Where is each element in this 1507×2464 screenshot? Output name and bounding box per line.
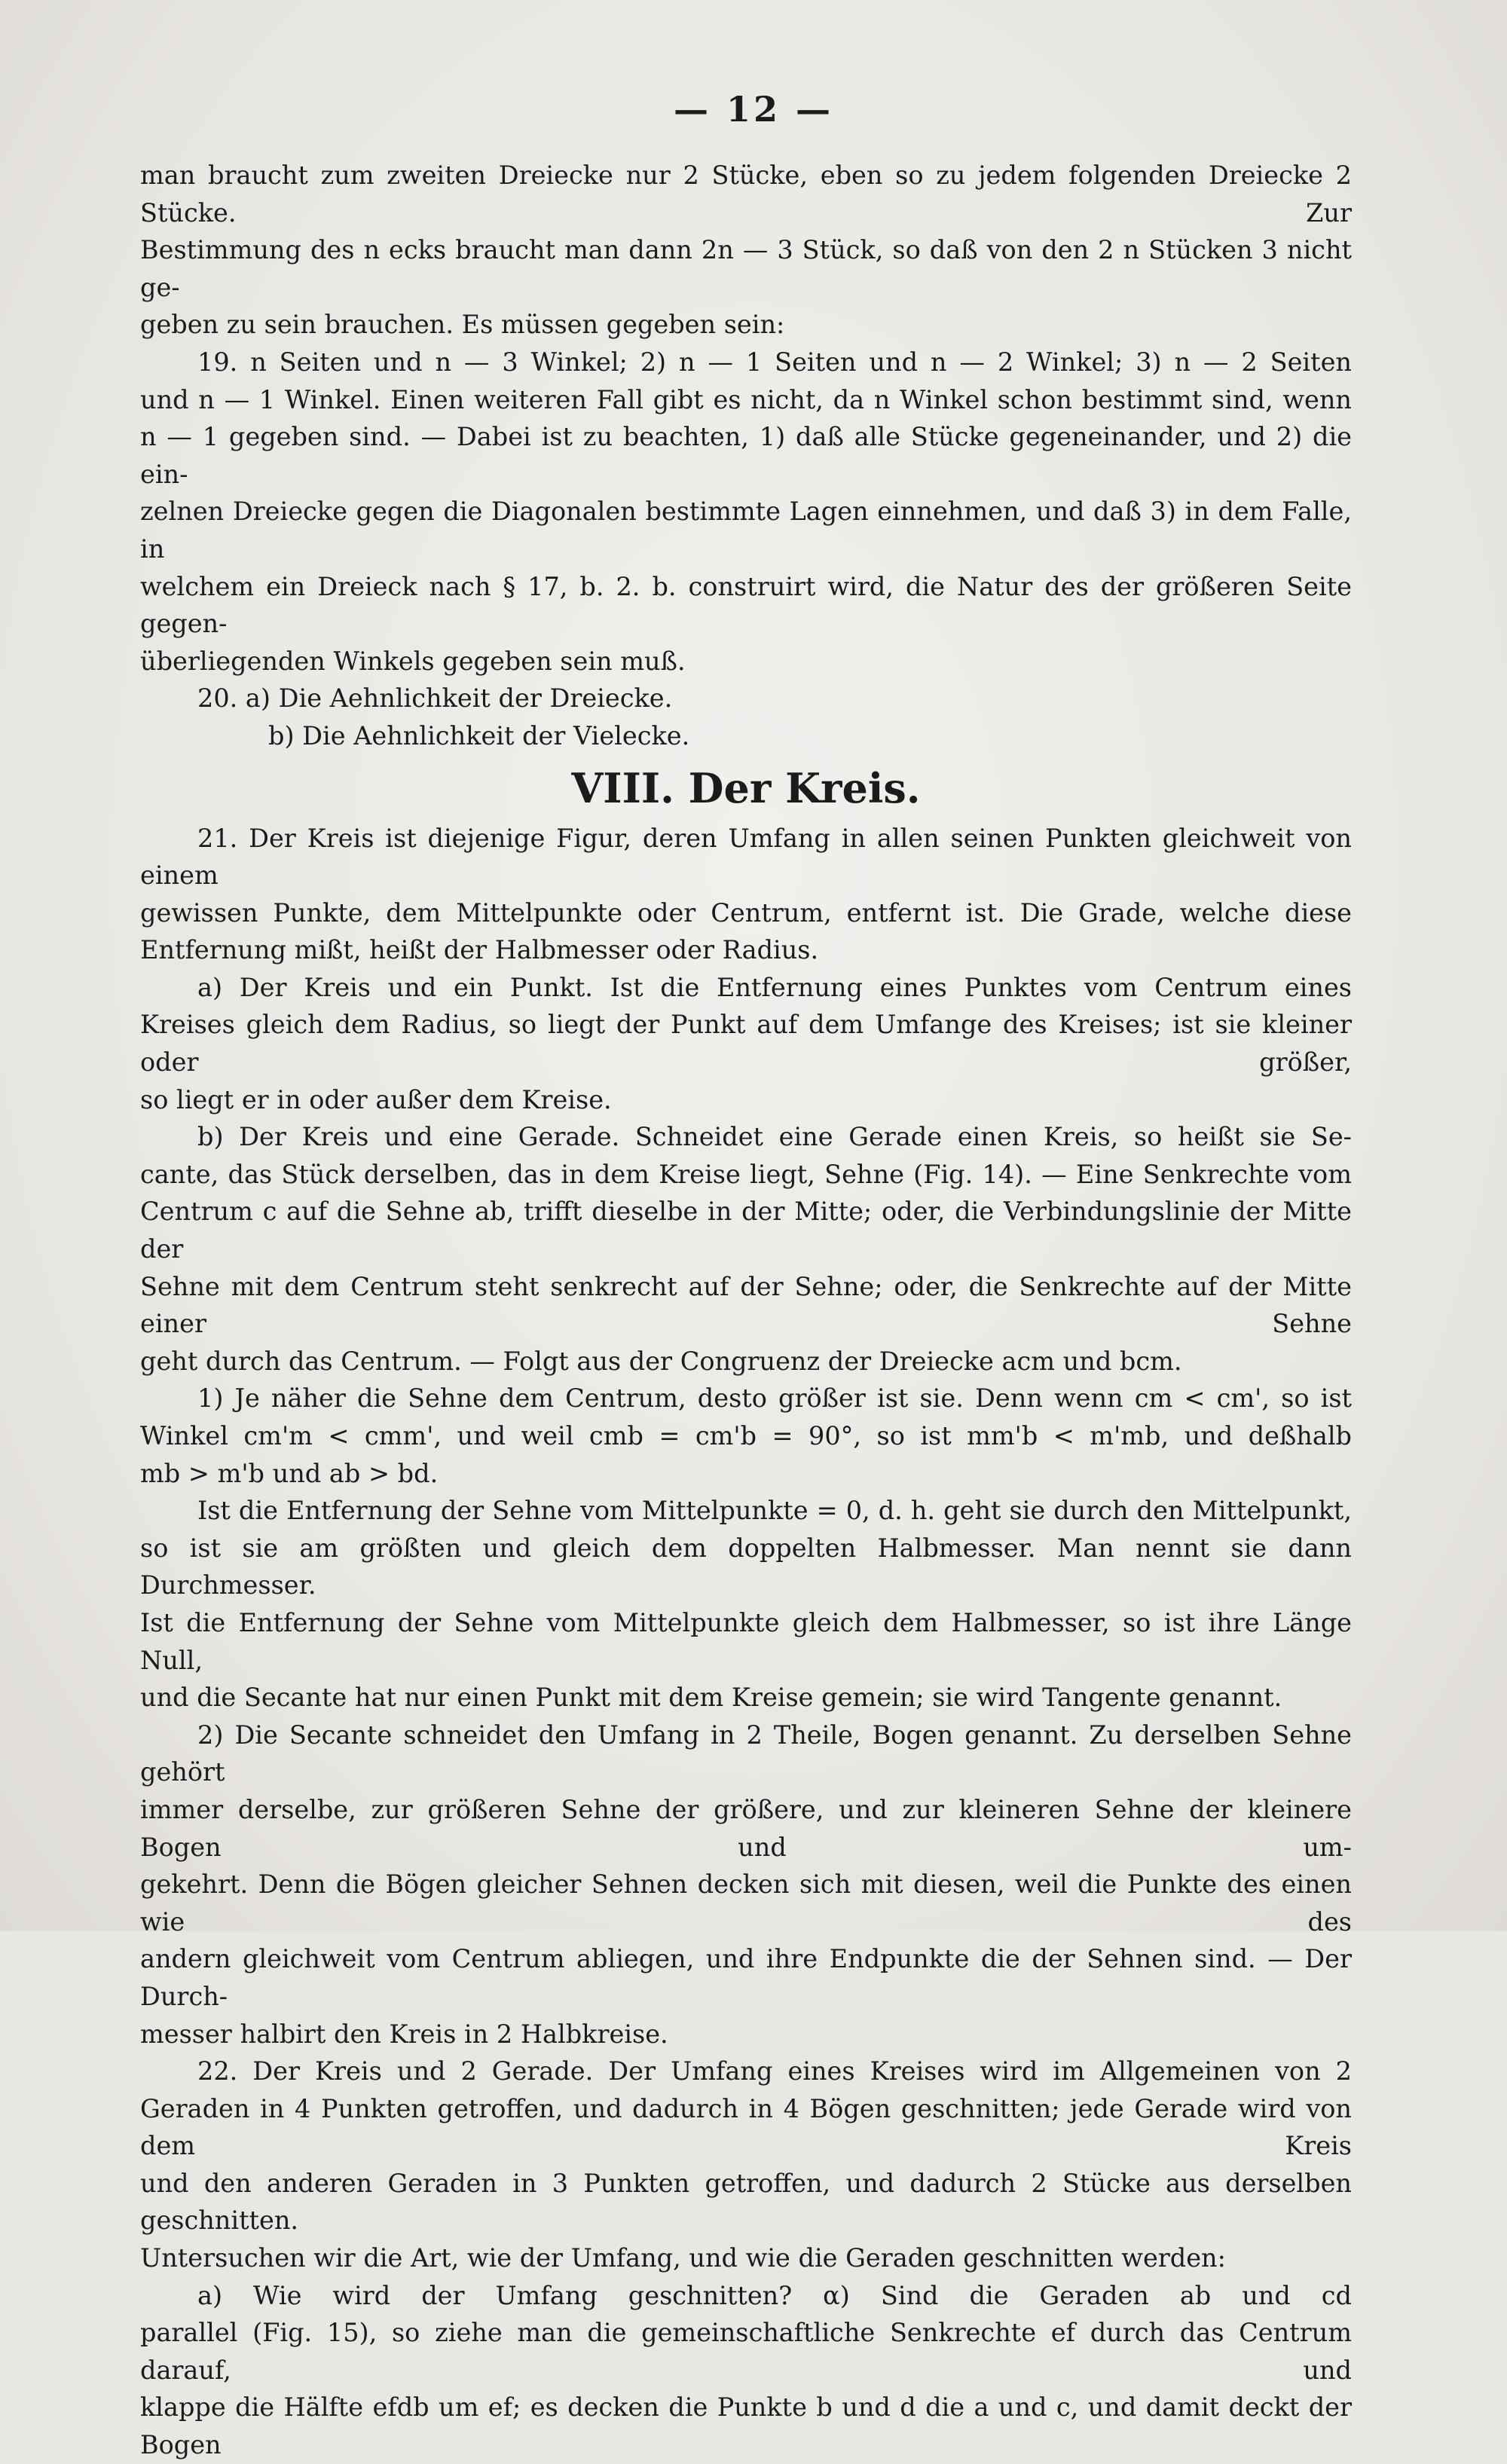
- text-line: zelnen Dreiecke gegen die Diagonalen bestimmte Lagen einnehmen, und daß 3) in dem Falle, in: [140, 497, 1352, 564]
- text-line: überliegenden Winkels gegeben sein muß.: [140, 646, 686, 676]
- text-line: parallel (Fig. 15), so ziehe man die gemeinschaftliche Senkrechte ef durch das Centrum darauf, und: [140, 2318, 1352, 2385]
- text-line: Untersuchen wir die Art, wie der Umfang, und wie die Geraden geschnitten werden:: [140, 2243, 1226, 2273]
- text-line: messer halbirt den Kreis in 2 Halbkreise.: [140, 2019, 668, 2049]
- text-line: Ist die Entfernung der Sehne vom Mittelpunkte = 0, d. h. geht sie durch den Mittelpunkt,: [197, 1496, 1352, 1526]
- text-line: a) Wie wird der Umfang geschnitten? α) Sind die Geraden ab und cd: [197, 2280, 1352, 2310]
- text-line: immer derselbe, zur größeren Sehne der größere, und zur kleineren Sehne der kleinere Bogen und um-: [140, 1794, 1352, 1862]
- text-line: geht durch das Centrum. — Folgt aus der Congruenz der Dreiecke acm und bcm.: [140, 1346, 1182, 1376]
- text-line: Bestimmung des n ecks braucht man dann 2n — 3 Stück, so daß von den 2 n Stücken 3 nicht ge-: [140, 235, 1352, 302]
- text-line: 21. Der Kreis ist diejenige Figur, deren Umfang in allen seinen Punkten gleichweit von einem: [140, 823, 1352, 891]
- text-line: b) Der Kreis und eine Gerade. Schneidet eine Gerade einen Kreis, so heißt sie Se-: [197, 1122, 1352, 1152]
- section-heading: VIII. Der Kreis.: [571, 763, 921, 812]
- text-line: klappe die Hälfte efdb um ef; es decken die Punkte b und d die a und c, und damit deckt der Bogen: [140, 2392, 1352, 2460]
- text-line: b) Die Aehnlichkeit der Vielecke.: [268, 720, 690, 751]
- text-line: so ist sie am größten und gleich dem doppelten Halbmesser. Man nennt sie dann Durchmesser.: [140, 1533, 1352, 1600]
- text-line: und die Secante hat nur einen Punkt mit dem Kreise gemein; sie wird Tangente genannt.: [140, 1683, 1282, 1713]
- text-line: und den anderen Geraden in 3 Punkten getroffen, und dadurch 2 Stücke aus derselben geschnitten.: [140, 2168, 1352, 2236]
- text-line: a) Der Kreis und ein Punkt. Ist die Entfernung eines Punktes vom Centrum eines: [197, 972, 1352, 1002]
- text-line: und n — 1 Winkel. Einen weiteren Fall gibt es nicht, da n Winkel schon bestimmt sind, wenn: [140, 384, 1352, 414]
- text-line: Kreises gleich dem Radius, so liegt der Punkt auf dem Umfange des Kreises; ist sie kleiner oder größer,: [140, 1010, 1352, 1078]
- text-line: man braucht zum zweiten Dreiecke nur 2 Stücke, eben so zu jedem folgenden Dreiecke 2 Stücke. Zur: [140, 160, 1352, 228]
- text-line: Winkel cm'm < cmm', und weil cmb = cm'b = 90°, so ist mm'b < m'mb, und deßhalb: [140, 1421, 1352, 1451]
- text-line: 1) Je näher die Sehne dem Centrum, desto größer ist sie. Denn wenn cm < cm', so ist: [197, 1383, 1352, 1414]
- body-text: [140, 157, 1352, 2464]
- text-line: 22. Der Kreis und 2 Gerade. Der Umfang eines Kreises wird im Allgemeinen von 2: [197, 2056, 1352, 2086]
- text-line: n — 1 gegeben sind. — Dabei ist zu beachten, 1) daß alle Stücke gegeneinander, und 2) die ein-: [140, 422, 1352, 489]
- text-line: 2) Die Secante schneidet den Umfang in 2 Theile, Bogen genannt. Zu derselben Sehne gehört: [140, 1720, 1352, 1787]
- text-line: gekehrt. Denn die Bögen gleicher Sehnen decken sich mit diesen, weil die Punkte des einen wie des: [140, 1869, 1352, 1937]
- text-line: Ist die Entfernung der Sehne vom Mittelpunkte gleich dem Halbmesser, so ist ihre Länge Null,: [140, 1607, 1352, 1675]
- text-line: geben zu sein brauchen. Es müssen gegeben sein:: [140, 310, 785, 340]
- text-line: gewissen Punkte, dem Mittelpunkte oder Centrum, entfernt ist. Die Grade, welche diese: [140, 897, 1352, 928]
- text-line: Entfernung mißt, heißt der Halbmesser oder Radius.: [140, 935, 819, 965]
- text-line: andern gleichweit vom Centrum abliegen, und ihre Endpunkte die der Sehnen sind. — Der Durch-: [140, 1944, 1352, 2011]
- text-line: Sehne mit dem Centrum steht senkrecht auf der Sehne; oder, die Senkrechte auf der Mitte einer Sehne: [140, 1271, 1352, 1339]
- text-line: cante, das Stück derselben, das in dem Kreise liegt, Sehne (Fig. 14). — Eine Senkrechte vom: [140, 1159, 1352, 1189]
- text-line: 20. a) Die Aehnlichkeit der Dreiecke.: [197, 683, 673, 714]
- text-line: Centrum c auf die Sehne ab, trifft dieselbe in der Mitte; oder, die Verbindungslinie der Mitte der: [140, 1197, 1352, 1264]
- text-line: so liegt er in oder außer dem Kreise.: [140, 1084, 612, 1114]
- page-number: — 12 —: [673, 89, 834, 130]
- text-line: 19. n Seiten und n — 3 Winkel; 2) n — 1 Seiten und n — 2 Winkel; 3) n — 2 Seiten: [197, 347, 1352, 377]
- text-line: Geraden in 4 Punkten getroffen, und dadurch in 4 Bögen geschnitten; jede Gerade wird von dem Kreis: [140, 2093, 1352, 2161]
- text-line: mb > m'b und ab > bd.: [140, 1458, 439, 1488]
- text-line: welchem ein Dreieck nach § 17, b. 2. b. construirt wird, die Natur des der größeren Seite gegen-: [140, 571, 1352, 639]
